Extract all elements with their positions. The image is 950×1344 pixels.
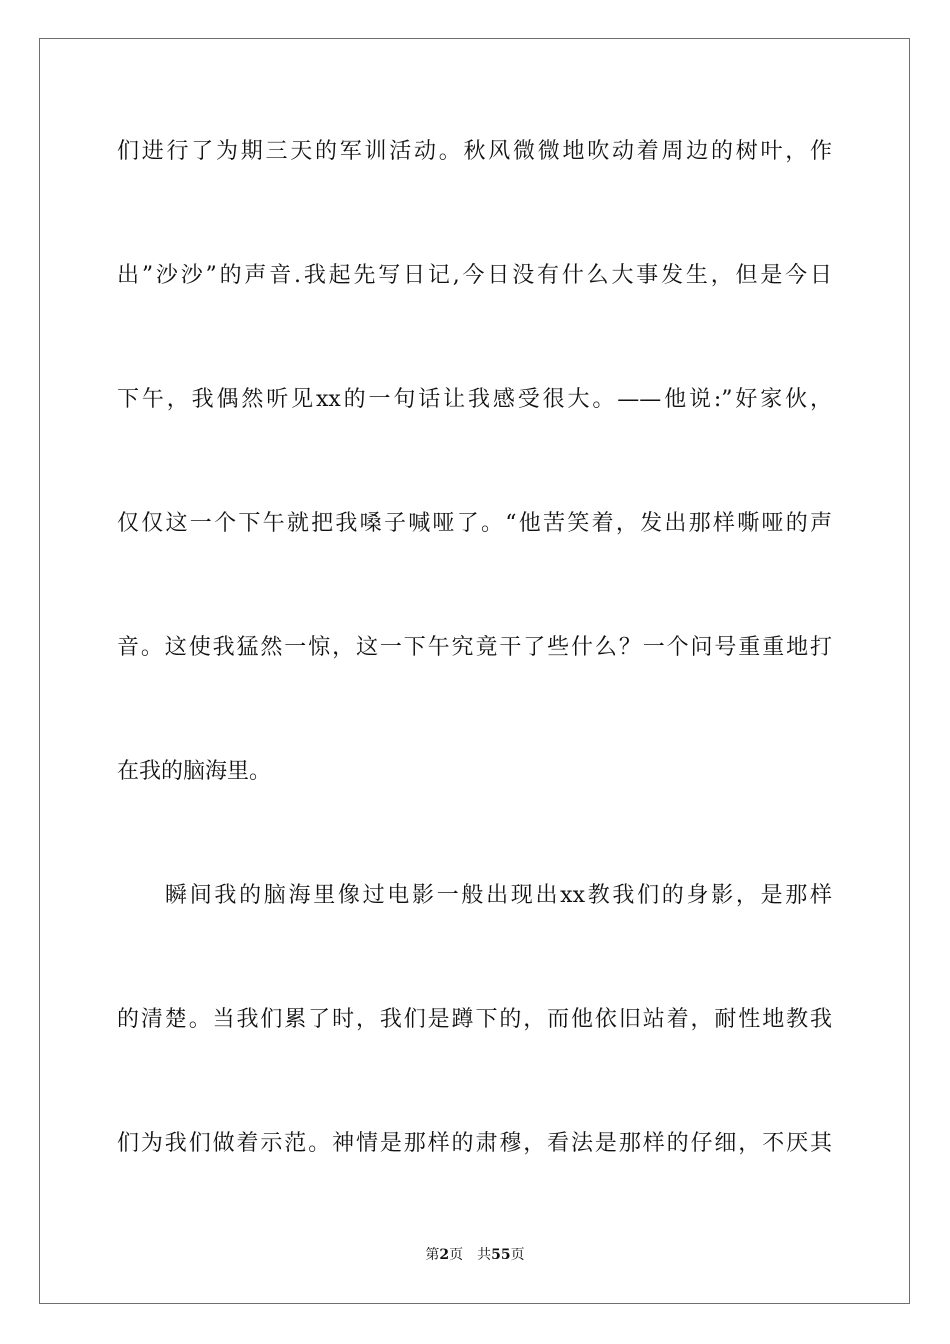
body-line-7-indented: 瞬间我的脑海里像过电影一般出现出xx教我们的身影，是那样: [165, 883, 832, 908]
body-line-8: 的清楚。当我们累了时，我们是蹲下的，而他依旧站着，耐性地教我: [117, 1007, 832, 1032]
footer-total-pages: 55: [491, 1247, 511, 1263]
body-line-9: 们为我们做着示范。神情是那样的肃穆，看法是那样的仔细，不厌其: [117, 1131, 832, 1156]
footer-total-prefix: 共: [477, 1247, 492, 1263]
page-footer: [0, 1246, 950, 1264]
body-line-6: 在我的脑海里。: [117, 759, 272, 784]
body-line-2: 出”沙沙”的声音.我起先写日记,今日没有什么大事发生，但是今日: [117, 263, 832, 288]
footer-page-number: 2: [439, 1247, 450, 1263]
body-line-1: 们进行了为期三天的军训活动。秋风微微地吹动着周边的树叶，作: [117, 139, 832, 164]
body-line-5: 音。这使我猛然一惊，这一下午究竟干了些什么？一个问号重重地打: [117, 635, 832, 660]
body-line-4: 仅仅这一个下午就把我嗓子喊哑了。“他苦笑着，发出那样嘶哑的声: [117, 511, 832, 536]
page-border: [39, 38, 910, 1304]
footer-page-suffix: 页: [449, 1247, 464, 1263]
footer-page-prefix: 第: [425, 1247, 440, 1263]
footer-total-suffix: 页: [510, 1247, 525, 1263]
body-line-3: 下午，我偶然听见xx的一句话让我感受很大。——他说:”好家伙，: [117, 387, 832, 412]
